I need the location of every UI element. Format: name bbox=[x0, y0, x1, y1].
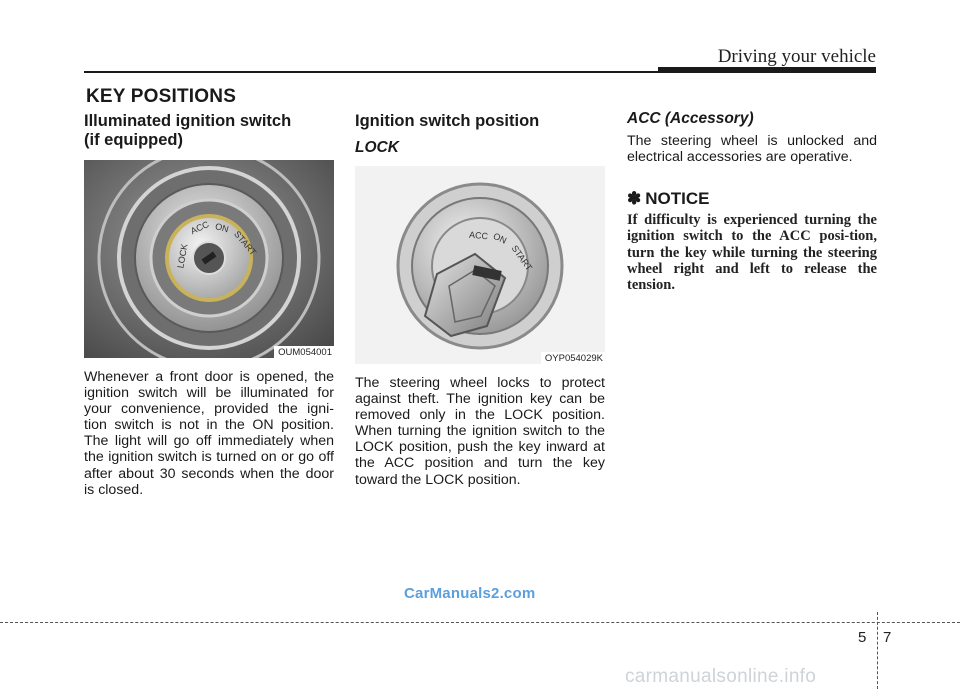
ring-label-acc: ACC bbox=[468, 229, 489, 242]
chapter-number: 5 bbox=[858, 629, 867, 646]
ignition-position-heading: Ignition switch position bbox=[355, 112, 540, 130]
key-in-lock-illustration bbox=[355, 166, 605, 364]
illuminated-switch-figure bbox=[84, 160, 334, 358]
header-rule-thin bbox=[84, 71, 660, 73]
acc-body: The steering wheel is unlocked and electrical accessories are operative. bbox=[627, 133, 877, 166]
section-title: KEY POSITIONS bbox=[86, 86, 237, 107]
heading-line-2: (if equipped) bbox=[84, 131, 183, 149]
ring-label-start: START bbox=[232, 228, 259, 258]
footer-rule bbox=[0, 622, 960, 623]
column-illuminated-switch bbox=[84, 110, 334, 498]
heading-line-1: Illuminated ignition switch bbox=[84, 112, 292, 130]
lock-subheading: LOCK bbox=[355, 139, 399, 156]
illuminated-switch-heading bbox=[84, 112, 334, 150]
ring-label-on: ON bbox=[214, 221, 230, 235]
header-rule-thick bbox=[658, 67, 876, 73]
page-number: 7 bbox=[883, 629, 892, 646]
column-ignition-position bbox=[355, 110, 605, 488]
notice-heading bbox=[627, 189, 877, 209]
ring-label-acc: ACC bbox=[189, 219, 211, 237]
figure-code: OYP054029K bbox=[541, 352, 605, 364]
ring-label-start: START bbox=[509, 243, 535, 273]
notice-title: NOTICE bbox=[645, 189, 710, 209]
ring-label-on: ON bbox=[491, 230, 509, 246]
lock-body: The steering wheel locks to protect against theft. The ignition key can be removed only in the LOCK position. When turning the ignition switch to the LOCK position, push the key inward at the ACC position and turn the key toward the LOCK position. bbox=[355, 375, 605, 488]
column-acc bbox=[627, 110, 877, 293]
lock-position-figure bbox=[355, 166, 605, 364]
ring-label-lock: LOCK bbox=[175, 243, 190, 269]
watermark-carmanuals2[interactable]: CarManuals2.com bbox=[404, 585, 536, 602]
watermark-carmanualsonline[interactable]: carmanualsonline.info bbox=[625, 666, 817, 687]
chapter-header: Driving your vehicle bbox=[717, 46, 876, 67]
illuminated-switch-body: Whenever a front door is opened, the ignition switch will be illuminated for your convenience, provided the igni-tion switch is not in the ON position. The light will go off immediately when the ignition switch is turned on or go off after about 30 seconds when the door is closed. bbox=[84, 369, 334, 498]
footer-page-divider bbox=[877, 612, 878, 689]
notice-star-icon: ✽ bbox=[627, 189, 642, 209]
ignition-switch-illustration bbox=[84, 160, 334, 358]
acc-subheading: ACC (Accessory) bbox=[627, 110, 754, 127]
notice-body: If difficulty is experienced turning the ignition switch to the ACC posi-tion, turn the key while turning the steering wheel right and left to release the tension. bbox=[627, 212, 877, 293]
figure-code: OUM054001 bbox=[274, 346, 334, 358]
